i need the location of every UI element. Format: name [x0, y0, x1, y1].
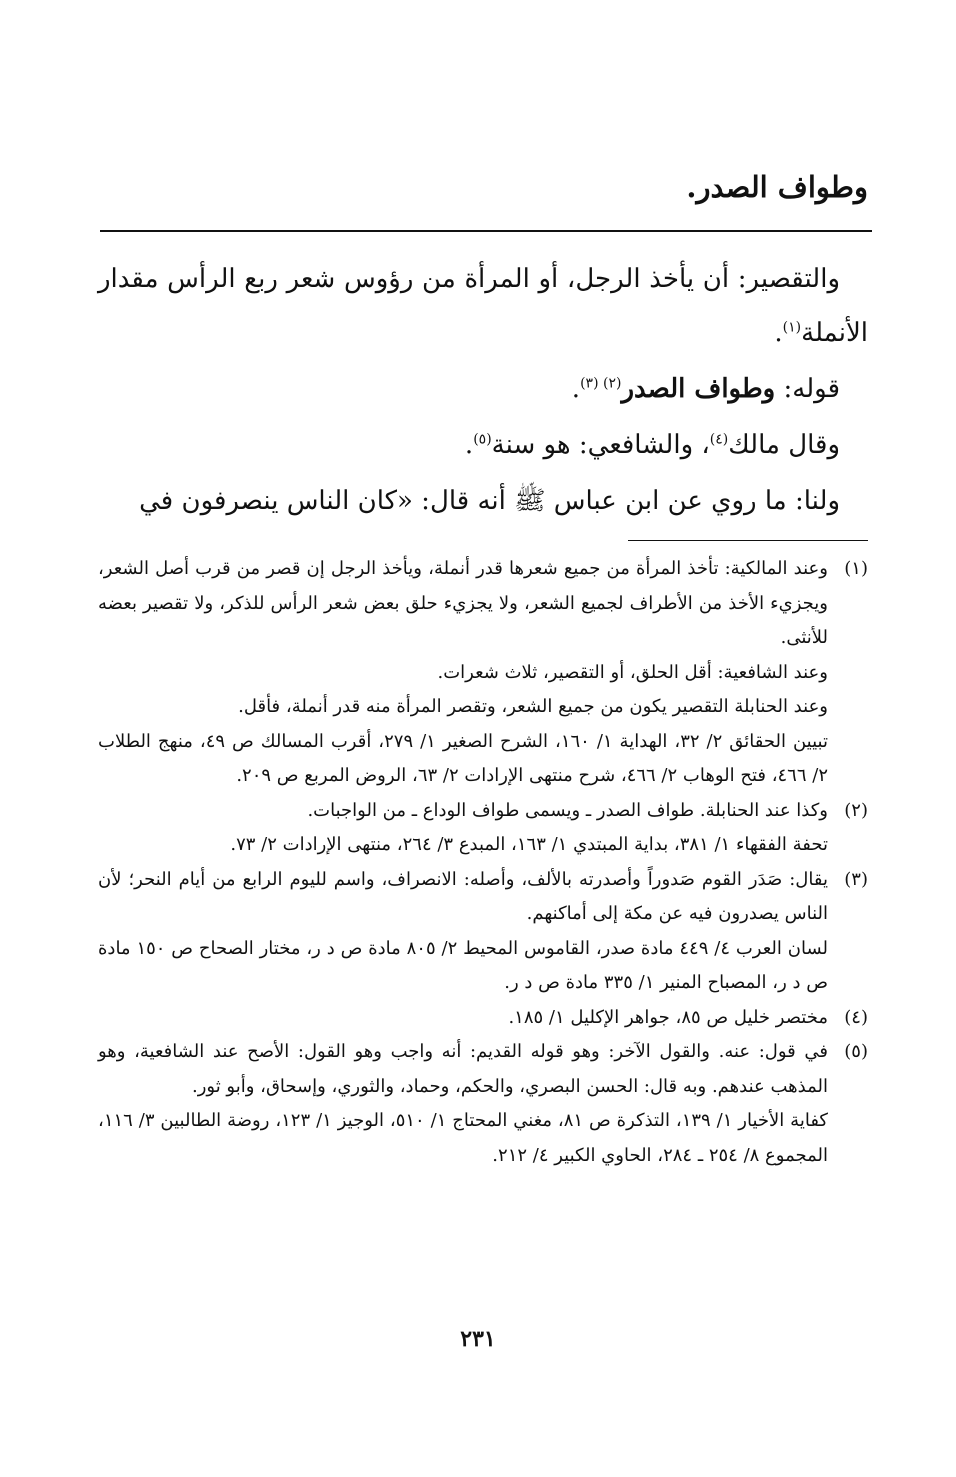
footnote-body	[98, 794, 828, 863]
paragraph-taqsir	[98, 252, 868, 360]
footnote-body	[98, 863, 828, 1001]
footnote-2	[98, 794, 868, 863]
footnote-line: وعند الشافعية: أقل الحلق، أو التقصير، ثلاث شعرات.	[437, 661, 828, 683]
footnote-3	[98, 863, 868, 1001]
footnote-citations: لسان العرب ٤/ ٤٤٩ مادة صدر، القاموس المحيط ٢/ ٨٠٥ مادة ص د ر، مختار الصحاح ص ١٥٠ مادة ص د ر، المصباح المنير ١/ ٣٣٥ مادة ص د ر.	[98, 937, 829, 993]
footnote-line: يقال: صَدَر القوم صَدوراً وأصدرته بالألف، وأصله: الانصراف، واسم لليوم الرابع من أيام النحر؛ لأن الناس يصدرون فيه عن مكة إلى أماكنهم.	[98, 868, 828, 924]
paragraph-text: ولنا: ما روي عن ابن عباس ﷺ أنه قال: «كان الناس ينصرفون في	[139, 486, 840, 516]
footnote-line: وعند المالكية: تأخذ المرأة من جميع شعرها قدر أنملة، ويأخذ الرجل إن قصر من قرب أصل الشعر، ويجزيء الأخذ من الأطراف لجميع الشعر، ولا يجزيء حلق بعض شعر الرأس للذكر، ولا تقصير بعضه للأنثى.	[98, 558, 828, 648]
footnote-5	[98, 1035, 868, 1173]
footnote-line: في قول: عنه. والقول الآخر: وهو قوله القديم: أنه واجب وهو القول: الأصح عند الشافعية، وهو المذهب عندهم. وبه قال: الحسن البصري، والحكم، وحماد، والثوري، وإسحاق، وأبو ثور.	[98, 1041, 828, 1097]
paragraph-malik	[98, 418, 868, 472]
paragraph-qawluhu	[98, 362, 868, 416]
footnote-line: وكذا عند الحنابلة. طواف الصدر ـ ويسمى طواف الوداع ـ من الواجبات.	[307, 799, 828, 821]
header-divider	[100, 230, 872, 232]
footnote-citations: كفاية الأخيار ١/ ١٣٩، التذكرة ص ٨١، مغني المحتاج ١/ ٥١٠، الوجيز ١/ ١٢٣، روضة الطالبين ٣/ ١١٦، المجموع ٨/ ٢٥٤ ـ ٢٨٤، الحاوي الكبير ٤/ ٢١٢.	[98, 1110, 828, 1166]
footnote-number: (٤)	[844, 1006, 868, 1028]
footnote-ref: (٢) (٣)	[580, 375, 622, 392]
paragraph-text: والتقصير: أن يأخذ الرجل، أو المرأة من رؤوس شعر ربع الرأس مقدار الأنملة	[98, 264, 868, 348]
footnote-body	[98, 552, 828, 794]
paragraph-text: قوله:	[775, 374, 840, 404]
footnote-ref: (١)	[782, 319, 802, 336]
footnote-citations: مختصر خليل ص ٨٥، جواهر الإكليل ١/ ١٨٥.	[508, 1006, 828, 1028]
footnote-number: (٥)	[844, 1041, 868, 1062]
bold-quote: وطواف الصدر	[621, 374, 776, 404]
paragraph-text: ، والشافعي: هو سنة	[491, 430, 710, 460]
punctuation: .	[571, 374, 581, 404]
page-number: ٢٣١	[460, 1326, 496, 1352]
footnote-body	[98, 1035, 828, 1173]
paragraph-walana	[98, 474, 868, 528]
running-header-text: وطواف الصدر.	[686, 170, 868, 204]
footnote-number: (٢)	[844, 799, 868, 821]
footnote-body	[98, 1001, 828, 1036]
punctuation: .	[774, 318, 783, 348]
footnote-ref: (٥)	[473, 431, 492, 448]
paragraph-text: وقال مالك	[728, 430, 840, 460]
punctuation: .	[464, 430, 474, 460]
footnote-citations: تحفة الفقهاء ١/ ٣٨١، بداية المبتدي ١/ ١٦٣، المبدع ٣/ ٢٦٤، منتهى الإرادات ٢/ ٧٣.	[230, 834, 828, 855]
main-text	[98, 252, 868, 530]
footnote-divider	[628, 540, 868, 541]
footnote-ref: (٤)	[709, 431, 729, 448]
footnote-citations: تبيين الحقائق ٢/ ٣٢، الهداية ١/ ١٦٠، الشرح الصغير ١/ ٢٧٩، أقرب المسالك ص ٤٩، منهج الطلاب ٢/ ٤٦٦، فتح الوهاب ٢/ ٤٦٦، شرح منتهى الإرادات ٢/ ٦٣، الروض المربع ص ٢٠٩.	[98, 730, 828, 786]
footnotes-section	[98, 552, 868, 1173]
footnote-number: (٣)	[844, 868, 868, 890]
footnote-1	[98, 552, 868, 794]
footnote-line: وعند الحنابلة التقصير يكون من جميع الشعر، وتقصر المرأة منه قدر أنملة، فأقل.	[238, 696, 828, 717]
footnote-4	[98, 1001, 868, 1036]
footnote-number: (١)	[844, 558, 868, 579]
